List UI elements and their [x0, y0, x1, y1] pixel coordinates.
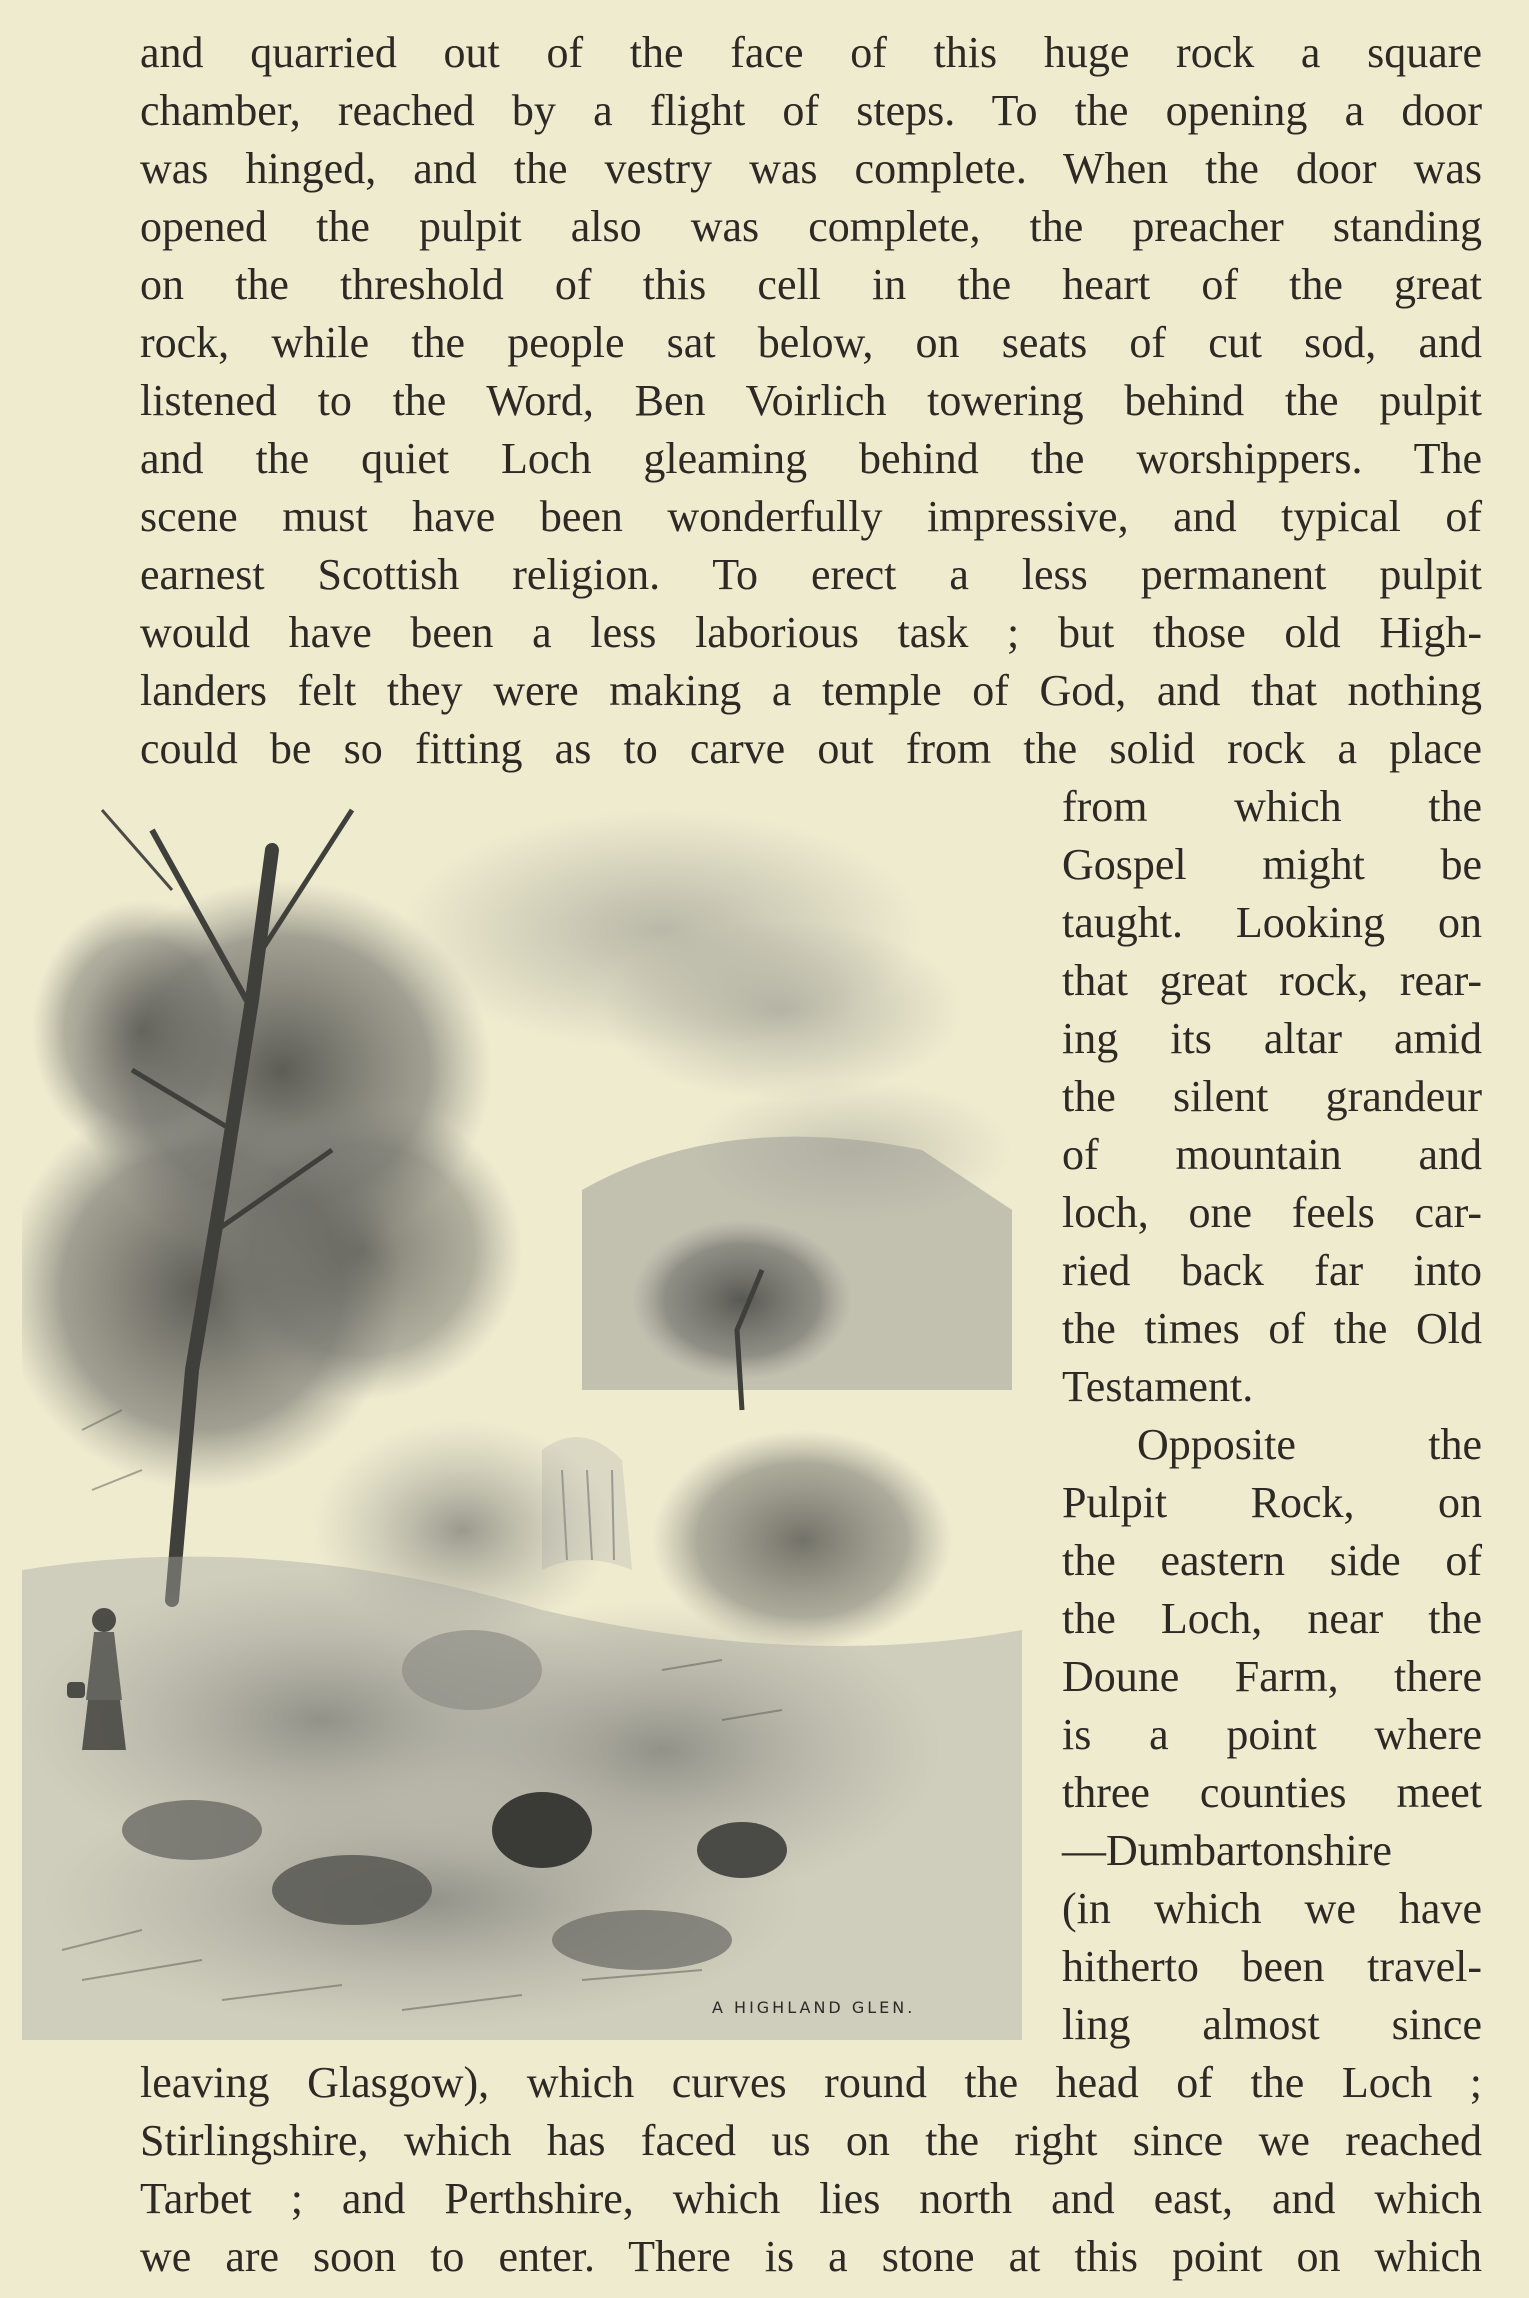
- text-line: (in which we have: [1062, 1884, 1482, 1933]
- text-line: the eastern side of: [1062, 1536, 1482, 1585]
- text-line: loch, one feels car-: [1062, 1188, 1482, 1237]
- text-line: would have been a less laborious task ; but those old High-: [140, 608, 1482, 657]
- text-line: and the quiet Loch gleaming behind the worshippers. The: [140, 434, 1482, 483]
- text-line: earnest Scottish religion. To erect a less permanent pulpit: [140, 550, 1482, 599]
- text-line: was hinged, and the vestry was complete. When the door was: [140, 144, 1482, 193]
- highland-glen-illustration: [22, 770, 1042, 2050]
- text-line: the times of the Old: [1062, 1304, 1482, 1353]
- text-line: Opposite the: [1137, 1420, 1482, 1469]
- text-line: landers felt they were making a temple of God, and that nothing: [140, 666, 1482, 715]
- text-line: that great rock, rear-: [1062, 956, 1482, 1005]
- text-line: of mountain and: [1062, 1130, 1482, 1179]
- text-line: the Loch, near the: [1062, 1594, 1482, 1643]
- text-line: three counties meet: [1062, 1768, 1482, 1817]
- text-line: Doune Farm, there: [1062, 1652, 1482, 1701]
- text-line: Testament.: [1062, 1362, 1254, 1411]
- text-line: leaving Glasgow), which curves round the head of the Loch ;: [140, 2058, 1482, 2107]
- text-line: Gospel might be: [1062, 840, 1482, 889]
- text-line: chamber, reached by a flight of steps. To the opening a door: [140, 86, 1482, 135]
- text-line: opened the pulpit also was complete, the preacher standing: [140, 202, 1482, 251]
- text-line: Pulpit Rock, on: [1062, 1478, 1482, 1527]
- illustration-caption: A HIGHLAND GLEN.: [712, 1998, 916, 2017]
- text-line: Stirlingshire, which has faced us on the right since we reached: [140, 2116, 1482, 2165]
- text-line: could be so fitting as to carve out from the solid rock a place: [140, 724, 1482, 773]
- text-line: on the threshold of this cell in the heart of the great: [140, 260, 1482, 309]
- text-line: ing its altar amid: [1062, 1014, 1482, 1063]
- text-line: and quarried out of the face of this huge rock a square: [140, 28, 1482, 77]
- text-line: is a point where: [1062, 1710, 1482, 1759]
- text-line: ried back far into: [1062, 1246, 1482, 1295]
- text-line: we are soon to enter. There is a stone at this point on which: [140, 2232, 1482, 2281]
- text-line: from which the: [1062, 782, 1482, 831]
- text-line: listened to the Word, Ben Voirlich towering behind the pulpit: [140, 376, 1482, 425]
- text-line: hitherto been travel-: [1062, 1942, 1482, 1991]
- text-line: scene must have been wonderfully impressive, and typical of: [140, 492, 1482, 541]
- text-line: —Dumbartonshire: [1062, 1826, 1392, 1875]
- text-line: the silent grandeur: [1062, 1072, 1482, 1121]
- text-line: ling almost since: [1062, 2000, 1482, 2049]
- text-line: Tarbet ; and Perthshire, which lies north and east, and which: [140, 2174, 1482, 2223]
- text-line: taught. Looking on: [1062, 898, 1482, 947]
- text-line: rock, while the people sat below, on seats of cut sod, and: [140, 318, 1482, 367]
